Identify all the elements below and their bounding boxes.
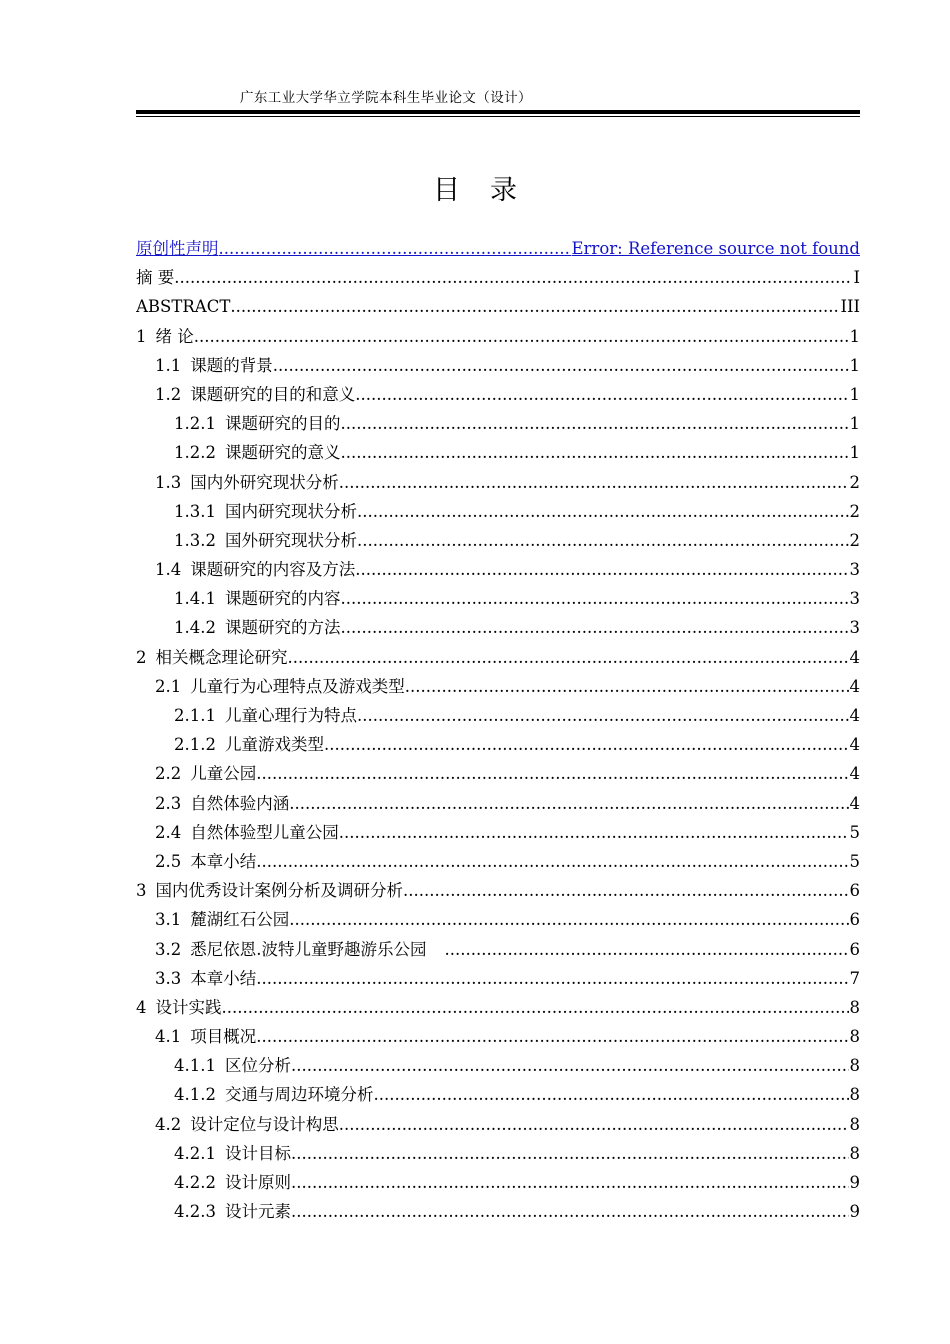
toc-entry-title: 自然体验内涵 <box>190 793 290 813</box>
toc-leader-dots <box>357 526 849 555</box>
toc-entry[interactable] <box>136 643 860 672</box>
toc-entry-number: 4 <box>136 997 147 1017</box>
toc-entry-title: 儿童心理行为特点 <box>224 706 357 725</box>
toc-page-number: 5 <box>849 851 860 871</box>
toc-page-number: 4 <box>849 793 860 813</box>
toc-entry[interactable] <box>136 1022 860 1051</box>
toc-entry-title: 课题研究的目的和意义 <box>190 384 356 404</box>
toc-entry[interactable] <box>136 555 860 584</box>
toc-entry-number: 2.1.2 <box>174 735 216 755</box>
toc-entry[interactable] <box>136 292 860 321</box>
toc-leader-dots <box>339 1110 849 1139</box>
toc-entry-number: 2.4 <box>155 822 182 842</box>
toc-leader-dots <box>339 468 849 497</box>
toc-entry[interactable] <box>136 584 860 613</box>
toc-page-number: 2 <box>849 472 860 492</box>
toc-entry-number: 1 <box>136 326 147 346</box>
toc-entry-number: 2.5 <box>155 851 182 871</box>
toc-entry-title: 自然体验型儿童公园 <box>190 822 339 842</box>
toc-entry-title: 儿童游戏类型 <box>224 735 324 755</box>
toc-entry-title: 设计目标 <box>224 1143 291 1163</box>
toc-leader-dots <box>340 409 848 438</box>
toc-page-number: 4 <box>849 647 860 667</box>
toc-entry-title: 原创性声明 <box>136 239 219 258</box>
toc-entry-number: 4.1.1 <box>174 1056 216 1076</box>
toc-entry[interactable] <box>136 818 860 847</box>
toc-leader-dots <box>230 292 839 321</box>
toc-entry[interactable] <box>136 759 860 788</box>
toc-entry-number: 2.3 <box>155 793 182 813</box>
toc-entry[interactable] <box>136 1139 860 1168</box>
toc-entry-number: 1.2 <box>155 384 182 404</box>
toc-entry-title: 麓湖红石公园 <box>190 910 290 930</box>
running-header: 广东工业大学华立学院本科生毕业论文（设计） <box>240 90 532 106</box>
toc-entry-number: 1.4.2 <box>174 618 216 638</box>
toc-entry-title: 课题研究的内容及方法 <box>190 560 356 580</box>
toc-leader-dots <box>256 1022 848 1051</box>
toc-entry-title: 本章小结 <box>190 851 257 871</box>
toc-entry-number: 4.2.3 <box>174 1202 216 1222</box>
toc-entry[interactable] <box>136 263 860 292</box>
toc-entry-title: 国内外研究现状分析 <box>190 472 339 492</box>
toc-entry[interactable] <box>136 409 860 438</box>
toc-entry-title: 国外研究现状分析 <box>224 530 357 550</box>
toc-entry-number: 2 <box>136 647 147 667</box>
toc-entry[interactable] <box>136 234 860 263</box>
toc-leader-dots <box>403 876 849 905</box>
toc-entry[interactable] <box>136 1168 860 1197</box>
toc-entry[interactable] <box>136 876 860 905</box>
toc-entry-title: 国内优秀设计案例分析及调研分析 <box>155 881 403 901</box>
toc-leader-dots <box>291 1168 849 1197</box>
toc-entry[interactable] <box>136 1197 860 1226</box>
toc-page-number: Error: Reference source not found <box>571 239 860 258</box>
toc-page-number: 8 <box>849 1143 860 1163</box>
toc-entry-title: 交通与周边环境分析 <box>224 1085 374 1105</box>
toc-leader-dots <box>289 789 848 818</box>
toc-entry[interactable] <box>136 380 860 409</box>
toc-page-number: 2 <box>849 530 860 550</box>
toc-page-number: 4 <box>849 764 860 784</box>
toc-leader-dots <box>373 1080 848 1109</box>
toc-entry-number: 1.3.2 <box>174 530 216 550</box>
toc-entry-number: 3.2 <box>155 939 182 959</box>
toc-entry-title: 本章小结 <box>190 968 257 988</box>
toc-entry-number: 2.1 <box>155 676 182 696</box>
toc-entry-number: 4.2.1 <box>174 1143 216 1163</box>
toc-page-number: I <box>853 268 860 288</box>
toc-entry-title: 项目概况 <box>190 1027 257 1047</box>
toc-leader-dots <box>289 905 848 934</box>
toc-entry[interactable] <box>136 1080 860 1109</box>
toc-entry-title: 设计定位与设计构思 <box>190 1114 339 1134</box>
toc-leader-dots <box>219 234 571 263</box>
toc-page-number: 8 <box>849 1027 860 1047</box>
toc-page-number: 4 <box>849 735 860 755</box>
toc-entry[interactable] <box>136 905 860 934</box>
toc-leader-dots <box>273 351 849 380</box>
toc-entry-title: 儿童公园 <box>190 764 257 784</box>
toc-page-number: 9 <box>849 1173 860 1192</box>
toc-entry-title: 课题的背景 <box>190 355 273 375</box>
toc-entry-number: 4.1.2 <box>174 1085 216 1105</box>
toc-leader-dots <box>357 497 849 526</box>
toc-entry[interactable] <box>136 1051 860 1080</box>
toc-page-number: 3 <box>849 589 860 609</box>
toc-page-number: III <box>840 297 860 317</box>
toc-entry[interactable] <box>136 730 860 759</box>
toc-entry-title: ABSTRACT <box>136 297 231 317</box>
toc-entry[interactable] <box>136 701 860 730</box>
toc-leader-dots <box>291 1197 849 1226</box>
toc-entry-number: 2.2 <box>155 764 182 784</box>
toc-leader-dots <box>256 759 848 788</box>
toc-leader-dots <box>288 643 849 672</box>
toc-entry[interactable] <box>136 1110 860 1139</box>
toc-entry-title: 相关概念理论研究 <box>155 647 288 667</box>
toc-entry-number: 1.4 <box>155 560 182 580</box>
toc-entry-number: 2.1.1 <box>174 706 216 725</box>
toc-entry[interactable] <box>136 613 860 642</box>
toc-entry-number: 1.1 <box>155 355 182 375</box>
toc-page-number: 4 <box>849 706 860 725</box>
toc-entry-title: 绪 论 <box>155 326 194 346</box>
toc-entry[interactable] <box>136 468 860 497</box>
toc-page-number: 8 <box>849 997 860 1017</box>
toc-entry[interactable] <box>136 672 860 701</box>
toc-page-number: 5 <box>849 822 860 842</box>
toc-leader-dots <box>405 672 849 701</box>
table-of-contents <box>136 234 860 1226</box>
toc-entry-number: 1.2.2 <box>174 443 216 463</box>
toc-page-number: 6 <box>849 910 860 930</box>
toc-entry-number: 4.2 <box>155 1114 182 1134</box>
toc-entry-number: 1.3 <box>155 472 182 492</box>
toc-entry-number: 3 <box>136 881 147 901</box>
toc-page-number: 2 <box>849 501 860 521</box>
toc-leader-dots <box>355 555 848 584</box>
toc-leader-dots <box>194 322 849 351</box>
toc-page-number: 3 <box>849 618 860 638</box>
toc-entry-number: 1.3.1 <box>174 501 216 521</box>
toc-entry-title: 课题研究的方法 <box>224 618 341 638</box>
toc-entry[interactable] <box>136 497 860 526</box>
toc-page-number: 1 <box>849 355 860 375</box>
toc-page-number: 1 <box>849 443 860 463</box>
toc-leader-dots <box>174 263 852 292</box>
toc-page-number: 1 <box>849 414 860 434</box>
toc-entry[interactable] <box>136 847 860 876</box>
toc-leader-dots <box>340 584 848 613</box>
toc-entry-title: 摘 要 <box>136 268 175 288</box>
toc-entry-title: 设计原则 <box>224 1173 291 1192</box>
toc-page-number: 8 <box>849 1056 860 1076</box>
toc-leader-dots <box>445 935 849 964</box>
toc-entry[interactable] <box>136 964 860 993</box>
toc-leader-dots <box>256 847 848 876</box>
header-rule-thin <box>136 116 860 117</box>
toc-entry[interactable] <box>136 993 860 1022</box>
toc-leader-dots <box>339 818 849 847</box>
toc-entry-title: 课题研究的意义 <box>224 443 341 463</box>
toc-entry-number: 3.1 <box>155 910 182 930</box>
toc-entry-title: 课题研究的内容 <box>224 589 341 609</box>
toc-page-number: 7 <box>849 968 860 988</box>
toc-entry[interactable] <box>136 789 860 818</box>
toc-page-number: 1 <box>849 384 860 404</box>
header-rule-thick <box>136 110 860 114</box>
toc-leader-dots <box>357 701 849 730</box>
toc-entry-title: 国内研究现状分析 <box>224 501 357 521</box>
toc-page-number: 8 <box>849 1114 860 1134</box>
toc-page-number: 4 <box>849 676 860 696</box>
toc-entry-title: 儿童行为心理特点及游戏类型 <box>190 676 405 696</box>
toc-leader-dots <box>291 1139 849 1168</box>
toc-entry[interactable] <box>136 935 860 964</box>
toc-page-number: 9 <box>849 1202 860 1222</box>
toc-page-number: 1 <box>849 326 860 346</box>
toc-page-number: 8 <box>849 1085 860 1105</box>
toc-leader-dots <box>355 380 848 409</box>
toc-entry-title: 区位分析 <box>224 1056 291 1076</box>
toc-entry[interactable] <box>136 322 860 351</box>
toc-leader-dots <box>291 1051 849 1080</box>
toc-entry-title: 悉尼依恩.波特儿童野趣游乐公园 <box>190 939 427 959</box>
toc-entry[interactable] <box>136 526 860 555</box>
toc-leader-dots <box>340 613 848 642</box>
toc-entry[interactable] <box>136 351 860 380</box>
toc-entry-number: 3.3 <box>155 968 182 988</box>
toc-page-number: 6 <box>849 939 860 959</box>
toc-entry-title: 设计实践 <box>155 997 222 1017</box>
toc-leader-dots <box>340 438 848 467</box>
toc-entry-number: 1.4.1 <box>174 589 216 609</box>
toc-leader-dots <box>324 730 849 759</box>
toc-page-number: 3 <box>849 560 860 580</box>
toc-entry-number: 1.2.1 <box>174 414 216 434</box>
toc-leader-dots <box>222 993 849 1022</box>
toc-entry-number: 4.2.2 <box>174 1173 216 1192</box>
toc-leader-dots <box>256 964 848 993</box>
page-title: 目录 <box>433 175 547 206</box>
toc-entry-number: 4.1 <box>155 1027 182 1047</box>
toc-entry-title: 设计元素 <box>224 1202 291 1222</box>
toc-page-number: 6 <box>849 881 860 901</box>
toc-entry-title: 课题研究的目的 <box>224 414 341 434</box>
toc-entry[interactable] <box>136 438 860 467</box>
